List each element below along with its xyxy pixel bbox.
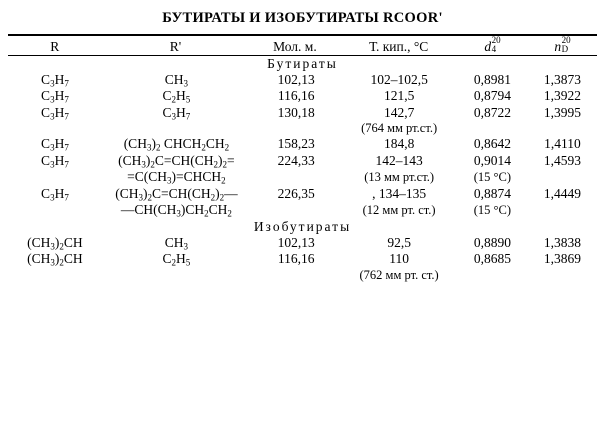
cell-boiling-note: (12 мм рт. ст.) bbox=[362, 203, 436, 218]
cell-refraction: 1,4593 bbox=[543, 152, 581, 168]
column-header-mol-mass: Мол. м. bbox=[273, 38, 317, 54]
cell-refraction: 1,3838 bbox=[543, 234, 581, 250]
cell-boiling-point: 121,5 bbox=[383, 88, 415, 104]
cell-density: 0,8642 bbox=[473, 136, 511, 152]
column-header-density bbox=[457, 36, 528, 55]
cell-r-prime: $C_3H_7$ bbox=[162, 104, 191, 122]
table-row bbox=[8, 72, 597, 89]
table-page bbox=[0, 10, 605, 438]
cell-r: $C_3H_7$ bbox=[41, 71, 69, 89]
refraction-subscript: D bbox=[561, 44, 569, 55]
cell-density: 0,8794 bbox=[473, 88, 511, 104]
cell-r-prime: $CH_3$ bbox=[164, 234, 189, 252]
table-body bbox=[8, 56, 597, 283]
cell-refraction: 1,4110 bbox=[544, 136, 581, 152]
cell-r-prime: $(CH_3)_2C=CH(CH_2)_2=$ bbox=[118, 152, 235, 170]
cell-mol-mass: 224,33 bbox=[277, 152, 315, 168]
cell-r-prime: $(CH_3)_2C=CH(CH_2)_2—$ bbox=[115, 185, 238, 203]
cell-r-prime: $C_2H_5$ bbox=[162, 251, 191, 268]
cell-r: $C_3H_7$ bbox=[41, 136, 69, 153]
column-header-boiling-point: Т. кип., °C bbox=[369, 38, 429, 54]
table-row bbox=[8, 186, 597, 203]
cell-r-prime: $CH_3$ bbox=[164, 71, 189, 89]
cell-density-note: (15 °C) bbox=[473, 170, 512, 185]
table-row bbox=[8, 88, 597, 105]
cell-density: 0,8874 bbox=[473, 185, 511, 201]
cell-empty bbox=[251, 121, 341, 136]
cell-refraction: 1,3869 bbox=[543, 251, 581, 267]
cell-r-prime: $C_2H_5$ bbox=[162, 88, 191, 105]
refraction-superscript: 20 bbox=[561, 35, 571, 45]
properties-table bbox=[8, 36, 597, 55]
cell-density: 0,9014 bbox=[473, 152, 511, 168]
table-row-continuation bbox=[8, 169, 597, 186]
section-heading-row bbox=[8, 219, 597, 235]
cell-boiling-point: 110 bbox=[389, 251, 409, 267]
cell-empty bbox=[251, 202, 341, 219]
cell-refraction: 1,3995 bbox=[543, 104, 581, 120]
cell-mol-mass: 226,35 bbox=[277, 185, 315, 201]
cell-empty bbox=[251, 268, 341, 283]
page-title: БУТИРАТЫ И ИЗОБУТИРАТЫ RCOOR' bbox=[162, 10, 443, 26]
table-row bbox=[8, 235, 597, 252]
cell-boiling-point: 184,8 bbox=[383, 136, 415, 152]
cell-mol-mass: 116,16 bbox=[277, 251, 315, 267]
cell-boiling-note: (762 мм рт. ст.) bbox=[359, 267, 439, 282]
cell-mol-mass: 102,13 bbox=[277, 234, 315, 250]
table-row-continuation bbox=[8, 268, 597, 283]
cell-density: 0,8685 bbox=[473, 251, 511, 267]
table-row-continuation bbox=[8, 121, 597, 136]
cell-r: $C_3H_7$ bbox=[41, 185, 69, 203]
cell-r: $C_3H_7$ bbox=[41, 88, 69, 105]
cell-density-note: (15 °C) bbox=[473, 203, 512, 218]
cell-boiling-point: 142–143 bbox=[375, 152, 423, 168]
table-row bbox=[8, 153, 597, 170]
cell-empty bbox=[528, 202, 597, 219]
cell-mol-mass: 116,16 bbox=[277, 88, 315, 104]
density-superscript: 20 bbox=[491, 35, 501, 45]
cell-r: $C_3H_7$ bbox=[41, 152, 69, 170]
cell-empty bbox=[528, 268, 597, 283]
column-header-r-prime: R' bbox=[169, 38, 182, 54]
section-heading-row bbox=[8, 56, 597, 72]
section-heading: Изобутираты bbox=[253, 218, 352, 234]
cell-refraction: 1,3922 bbox=[543, 88, 581, 104]
cell-r-prime-continuation: $=C(CH_3)=CHCH_2$ bbox=[127, 169, 226, 186]
cell-density: 0,8981 bbox=[473, 71, 511, 87]
cell-empty bbox=[528, 121, 597, 136]
cell-mol-mass: 130,18 bbox=[277, 104, 315, 120]
table-row bbox=[8, 251, 597, 268]
density-symbol: d bbox=[484, 38, 492, 54]
cell-r-prime: $(CH_3)_2$ $CHCH_2CH_2$ bbox=[123, 136, 230, 153]
density-subscript: 4 bbox=[491, 44, 497, 55]
table-row bbox=[8, 105, 597, 122]
cell-empty bbox=[251, 169, 341, 186]
cell-empty bbox=[8, 121, 102, 136]
cell-empty bbox=[8, 202, 102, 219]
cell-mol-mass: 158,23 bbox=[277, 136, 315, 152]
cell-r: $(CH_3)_2CH$ bbox=[27, 251, 83, 268]
cell-boiling-point: 92,5 bbox=[387, 234, 411, 250]
cell-empty bbox=[8, 169, 102, 186]
cell-refraction: 1,3873 bbox=[543, 71, 581, 87]
cell-r-prime-continuation bbox=[102, 268, 251, 283]
cell-density: 0,8890 bbox=[473, 234, 511, 250]
density-indices bbox=[492, 36, 501, 54]
cell-density: 0,8722 bbox=[473, 104, 511, 120]
cell-boiling-point: 102–102,5 bbox=[370, 71, 428, 87]
column-header-r: R bbox=[50, 38, 60, 54]
refraction-symbol: n bbox=[554, 38, 562, 54]
cell-boiling-note: (764 мм рт.ст.) bbox=[361, 121, 438, 136]
table-row-continuation bbox=[8, 202, 597, 219]
cell-mol-mass: 102,13 bbox=[277, 71, 315, 87]
section-heading: Бутираты bbox=[267, 55, 338, 71]
cell-r-prime-continuation bbox=[102, 121, 251, 136]
cell-density-note bbox=[457, 121, 528, 136]
cell-density-note bbox=[457, 268, 528, 283]
refraction-indices bbox=[562, 36, 571, 54]
cell-boiling-note: (13 мм рт.ст.) bbox=[364, 170, 435, 185]
column-header-refraction bbox=[528, 36, 597, 55]
cell-empty bbox=[528, 169, 597, 186]
table-header-row bbox=[8, 36, 597, 55]
cell-empty bbox=[8, 268, 102, 283]
cell-boiling-point: 142,7 bbox=[383, 104, 415, 120]
table-row bbox=[8, 136, 597, 153]
cell-r: $C_3H_7$ bbox=[41, 104, 69, 122]
cell-refraction: 1,4449 bbox=[543, 185, 581, 201]
cell-r-prime-continuation: $—CH(CH_3)CH_2CH_2$ bbox=[120, 202, 232, 219]
cell-r: $(CH_3)_2CH$ bbox=[27, 234, 83, 252]
cell-boiling-point: , 134–135 bbox=[372, 185, 427, 201]
